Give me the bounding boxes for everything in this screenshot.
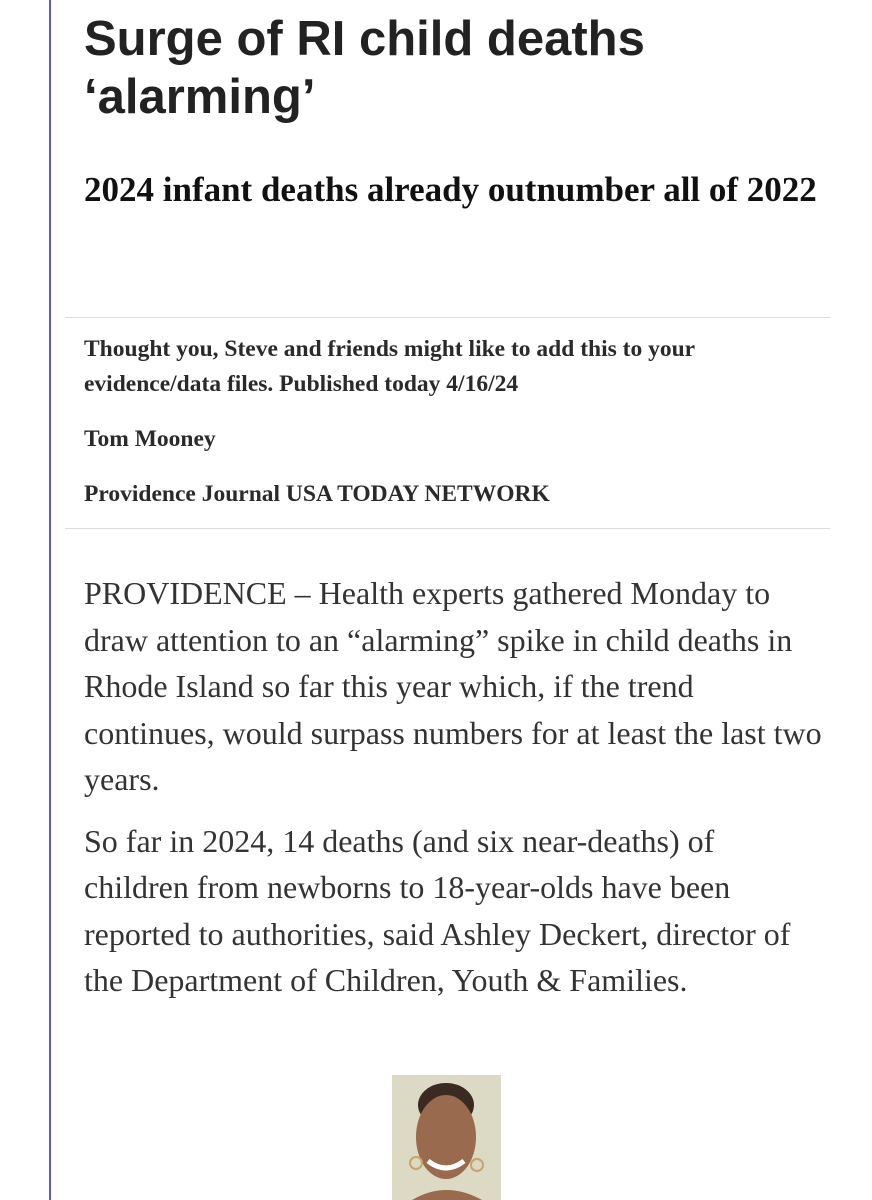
quote-rule (49, 0, 51, 1200)
article-meta (84, 332, 824, 532)
forward-note: Thought you, Steve and friends might like to add this to your evidence/data files. Published today 4/16/24 (84, 336, 695, 397)
divider (65, 317, 830, 318)
headline: Surge of RI child deaths ‘alarming’ (84, 12, 645, 124)
byline-author: Tom Mooney (84, 426, 216, 452)
divider (65, 528, 830, 529)
portrait-photo (392, 1075, 501, 1200)
subheadline: 2024 infant deaths already outnumber all of 2022 (84, 170, 817, 209)
paragraph: So far in 2024, 14 deaths (and six near-deaths) of children from newborns to 18-year-olds have been reported to authorities, said Ashley Deckert, director of the Department of Children, Youth & Families. (84, 822, 791, 998)
article-body (84, 570, 824, 1019)
paragraph: PROVIDENCE – Health experts gathered Monday to draw attention to an “alarming” spike in child deaths in Rhode Island so far this year which, if the trend continues, would surpass numbers for at least the last two years. (84, 575, 822, 797)
article-header (84, 10, 844, 212)
byline-publication: Providence Journal USA TODAY NETWORK (84, 481, 550, 507)
